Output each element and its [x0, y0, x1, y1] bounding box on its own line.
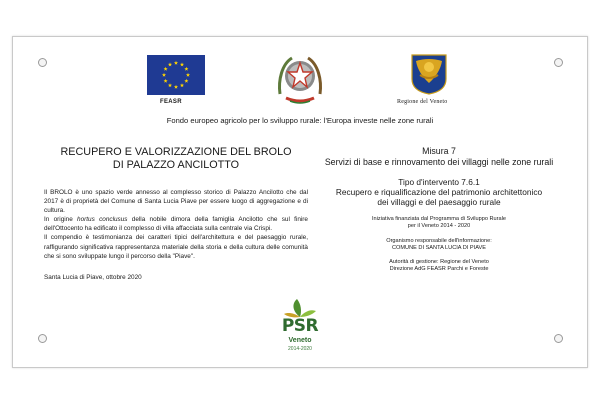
eu-fund-label: FEASR: [160, 99, 182, 105]
star-icon: [162, 73, 166, 77]
psr-veneto-logo: [277, 298, 323, 360]
funding-details: [318, 146, 560, 274]
intervention-type: Tipo d'intervento 7.6.1: [398, 177, 480, 187]
project-description: [44, 146, 308, 281]
measure-label: Misura 7: [422, 146, 456, 156]
psr-region: Veneto: [288, 337, 312, 344]
managing-authority: Autorità di gestione: Regione del Veneto: [389, 259, 489, 266]
screw-icon: [38, 334, 47, 343]
star-icon: [184, 79, 188, 83]
psr-title: PSR: [281, 316, 319, 336]
managing-directorate: Direzione AdG FEASR Parchi e Foreste: [389, 266, 489, 273]
italian-republic-emblem: [276, 50, 324, 106]
region-label: Regione del Veneto: [397, 99, 448, 105]
italic-term: hortus conclusus: [77, 216, 128, 224]
paragraph: Il BROLO è uno spazio verde annesso al complesso storico di Palazzo Ancilotto che dal 2017 è di proprietà del Comune di Santa Lucia Piave per essere luogo di aggregazione e di cultura.: [44, 189, 308, 215]
paragraph: Il compendio è testimonianza dei caratteri tipici dell'architettura e del paesaggio rurale, raffigurando significativa rappresentanza materiale della storia e della cultura delle comunità che si sono sviluppate lungo il percorso della "Piave".: [44, 234, 308, 260]
star-icon: [174, 61, 178, 65]
project-title: [44, 146, 308, 172]
measure-description: Servizi di base e rinnovamento dei villaggi nelle zone rurali: [324, 156, 554, 167]
star-icon: [164, 79, 168, 83]
funding-note: Iniziativa finanziata dal Programma di Sviluppo Rurale: [371, 216, 506, 222]
paragraph: [44, 215, 308, 233]
project-title-line: RECUPERO E VALORIZZAZIONE DEL BROLO: [60, 146, 292, 158]
intervention-description: dei villaggi e del paesaggio rurale: [377, 197, 501, 207]
place-date: Santa Lucia di Piave, ottobre 2020: [44, 273, 142, 281]
screw-icon: [554, 334, 563, 343]
star-icon: [180, 83, 184, 87]
eu-flag-logo: [147, 55, 205, 95]
intervention-description: Recupero e riqualificazione del patrimonio architettonico: [335, 187, 543, 197]
star-icon: [164, 67, 168, 71]
description-text: [44, 188, 308, 261]
star-icon: [184, 67, 188, 71]
funding-note: per il Veneto 2014 - 2020: [407, 223, 471, 230]
project-title-line: DI PALAZZO ANCILOTTO: [112, 159, 240, 171]
star-icon: [168, 83, 172, 87]
fund-tagline: Fondo europeo agricolo per lo sviluppo rurale: l'Europa investe nelle zone rurali: [166, 116, 434, 125]
screw-icon: [38, 58, 47, 67]
star-icon: [168, 62, 172, 66]
star-icon: [186, 73, 190, 77]
star-icon: [180, 62, 184, 66]
regione-veneto-logo: [410, 53, 448, 95]
paragraph-prefix: In origine: [44, 216, 78, 224]
responsible-body-label: Organismo responsabile dell'informazione:: [386, 237, 492, 244]
psr-years: 2014-2020: [288, 346, 312, 352]
responsible-body-name: COMUNE DI SANTA LUCIA DI PIAVE: [392, 244, 486, 251]
paragraph-suffix: della nobile dimora della famiglia Ancilotto che sul finire dell'Ottocento ha edificato il complesso di villa affacciata sulla centrale via Crispi.: [44, 216, 308, 233]
star-icon: [174, 85, 178, 89]
screw-icon: [554, 58, 563, 67]
